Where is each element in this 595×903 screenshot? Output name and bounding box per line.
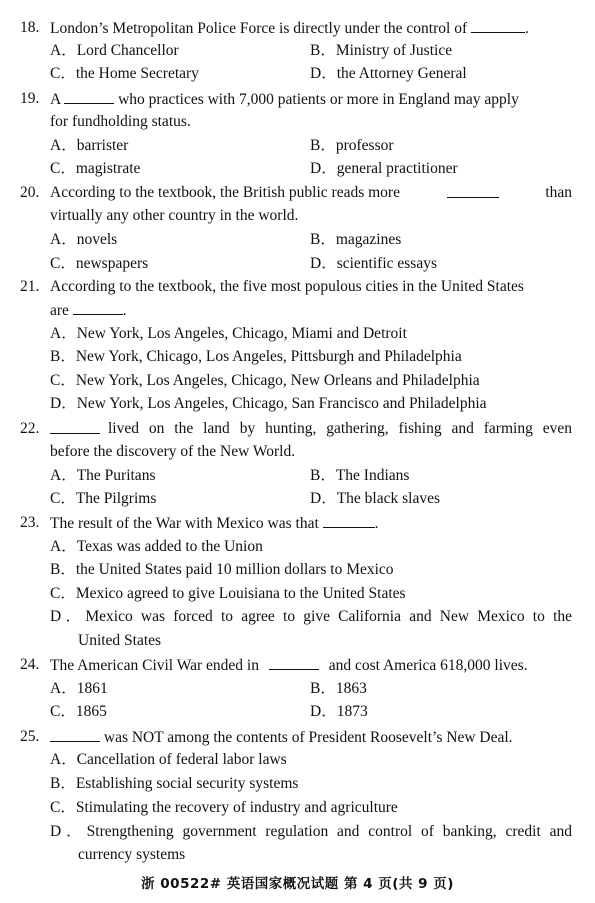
option-c: C．newspapers: [50, 255, 149, 272]
option-b: B．Ministry of Justice: [310, 42, 453, 59]
question-stem: [50, 513, 379, 534]
stem-text: London’s Metropolitan Police Force is directly under the control of: [50, 20, 468, 37]
stem-text: According to the textbook, the British public reads more: [50, 184, 400, 201]
question-stem: [50, 18, 529, 39]
question-number: 23.: [20, 514, 40, 531]
stem-text: and cost America 618,000 lives.: [328, 657, 528, 674]
option-b: B．1863: [310, 680, 367, 697]
option-c: C．the Home Secretary: [50, 65, 199, 82]
option-b: B．magazines: [310, 231, 402, 248]
option-a: A．Lord Chancellor: [50, 42, 179, 59]
option-c: C．New York, Los Angeles, Chicago, New Orleans and Philadelphia: [50, 372, 480, 389]
question-stem: [50, 727, 513, 748]
option-b: B．Establishing social security systems: [50, 775, 299, 792]
answer-blank: [64, 89, 114, 104]
stem-text: .: [374, 515, 379, 532]
stem-text: who practices with 7,000 patients or more in England may apply: [118, 91, 519, 108]
answer-blank: [73, 300, 123, 315]
question-number: 19.: [20, 90, 40, 107]
option-d-continued: currency systems: [78, 846, 186, 863]
question-number: 21.: [20, 278, 40, 295]
option-c: C．magistrate: [50, 160, 141, 177]
option-a: A．1861: [50, 680, 108, 697]
option-a: A．Texas was added to the Union: [50, 538, 263, 555]
option-b: B．The Indians: [310, 467, 410, 484]
stem-text: than: [545, 184, 572, 201]
option-d: D．general practitioner: [310, 160, 458, 177]
question-number: 22.: [20, 420, 40, 437]
stem-text: was NOT among the contents of President Roosevelt’s New Deal.: [103, 729, 513, 746]
question-stem-continued: virtually any other country in the world.: [50, 207, 299, 224]
option-d: D．New York, Los Angeles, Chicago, San Francisco and Philadelphia: [50, 395, 487, 412]
option-c: C．The Pilgrims: [50, 490, 157, 507]
stem-text: .: [122, 302, 127, 319]
answer-blank: [447, 183, 499, 198]
option-b: B．professor: [310, 137, 394, 154]
option-d-continued: United States: [78, 632, 162, 649]
option-a: A．novels: [50, 231, 118, 248]
question-stem-continued: [50, 300, 127, 321]
question-number: 25.: [20, 728, 40, 745]
option-d: D．Mexico was forced to agree to give California and New Mexico to the: [50, 608, 572, 625]
question-stem-continued: for fundholding status.: [50, 113, 191, 130]
question-number: 24.: [20, 656, 40, 673]
option-d: D．Strengthening government regulation and control of banking, credit and: [50, 823, 572, 840]
option-a: A．New York, Los Angeles, Chicago, Miami and Detroit: [50, 325, 407, 342]
question-number: 20.: [20, 184, 40, 201]
option-a: A．barrister: [50, 137, 129, 154]
option-c: C．1865: [50, 703, 107, 720]
option-d: D．1873: [310, 703, 368, 720]
stem-text: A: [50, 91, 61, 108]
answer-blank: [50, 727, 100, 742]
option-c: C．Stimulating the recovery of industry and agriculture: [50, 799, 398, 816]
option-b: B．the United States paid 10 million dollars to Mexico: [50, 561, 394, 578]
question-stem: According to the textbook, the five most populous cities in the United States: [50, 278, 524, 295]
option-a: A．Cancellation of federal labor laws: [50, 751, 287, 768]
question-stem: [50, 89, 519, 110]
question-stem: [50, 419, 572, 439]
stem-text: lived on the land by hunting, gathering, fishing and farming even: [108, 420, 572, 437]
option-c: C．Mexico agreed to give Louisiana to the United States: [50, 585, 406, 602]
option-a: A．The Puritans: [50, 467, 156, 484]
stem-text: .: [525, 20, 529, 37]
question-number: 18.: [20, 19, 40, 36]
question-stem: [50, 655, 528, 676]
option-b: B．New York, Chicago, Los Angeles, Pittsburgh and Philadelphia: [50, 348, 462, 365]
page-footer: 浙 00522# 英语国家概况试题 第 4 页(共 9 页): [141, 876, 454, 892]
stem-text: The result of the War with Mexico was that: [50, 515, 319, 532]
answer-blank: [471, 18, 525, 33]
answer-blank: [323, 513, 375, 528]
question-stem: [50, 183, 572, 203]
option-d: D．the Attorney General: [310, 65, 467, 82]
answer-blank: [50, 419, 100, 434]
option-d: D．scientific essays: [310, 255, 437, 272]
question-stem-continued: before the discovery of the New World.: [50, 443, 296, 460]
option-d: D．The black slaves: [310, 490, 440, 507]
answer-blank: [269, 655, 319, 670]
stem-text: are: [50, 302, 69, 319]
stem-text: The American Civil War ended in: [50, 657, 259, 674]
